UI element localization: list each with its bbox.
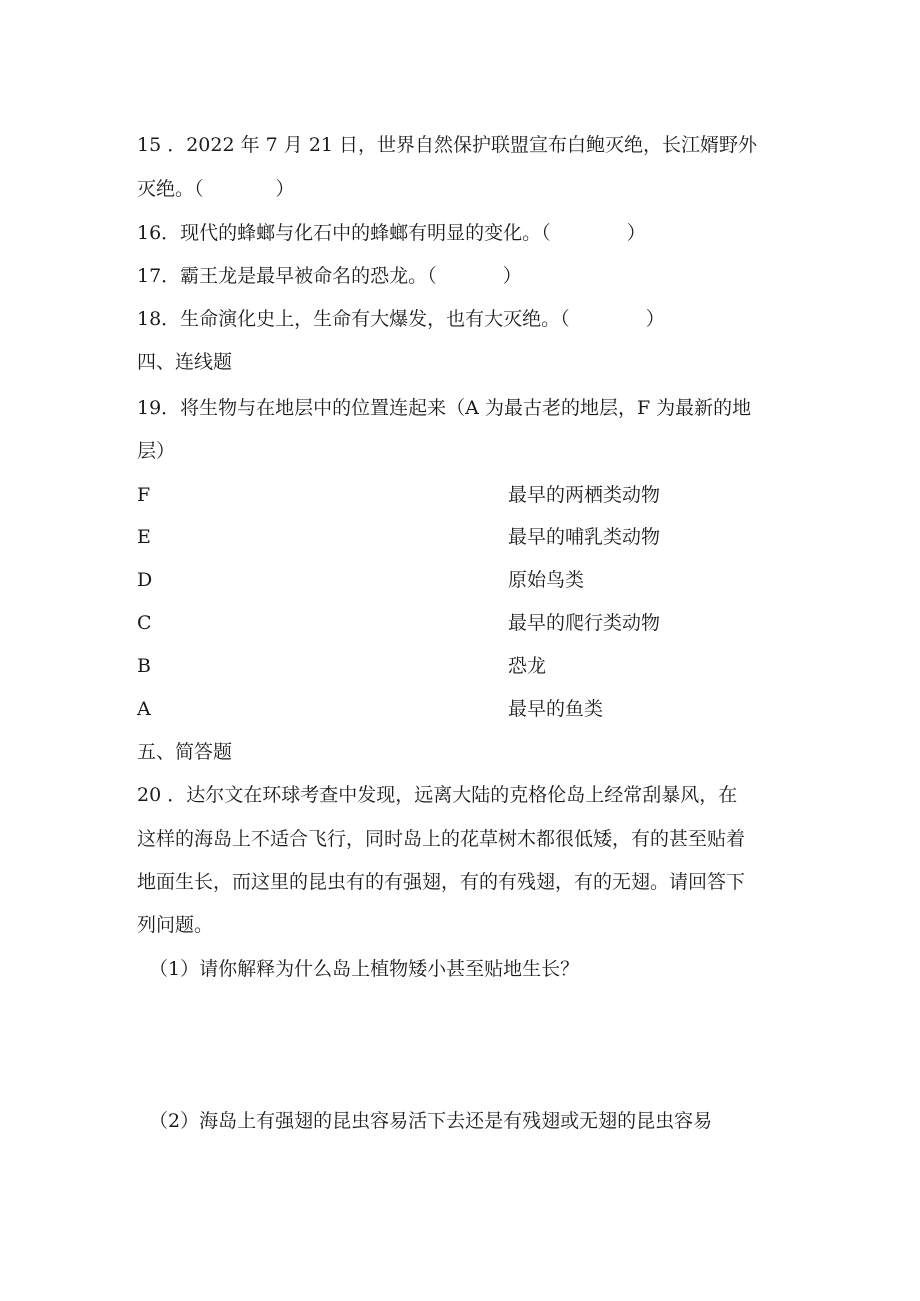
organism-label-5[interactable]: 恐龙: [508, 655, 547, 677]
organism-label-6[interactable]: 最早的鱼类: [508, 698, 604, 720]
organism-label-1[interactable]: 最早的两栖类动物: [508, 484, 661, 506]
stratum-label-a[interactable]: A: [137, 698, 151, 720]
q16-line: [137, 220, 646, 246]
q15-line1: 15 ．2022 年 7 月 21 日，世界自然保护联盟宣布白鲍灭绝，长江婿野外: [137, 134, 758, 156]
stratum-label-e[interactable]: E: [137, 526, 151, 548]
stratum-label-f[interactable]: F: [137, 484, 151, 506]
q20-line2: 这样的海岛上不适合飞行，同时岛上的花草树木都很低矮，有的甚至贴着: [137, 828, 746, 850]
q19-line2: 层）: [137, 440, 176, 462]
q16-text: 16．现代的蜂螂与化石中的蜂螂有明显的变化。（: [137, 222, 551, 244]
q20-sub2: （2）海岛上有强翅的昆虫容易活下去还是有残翅或无翅的昆虫容易: [149, 1110, 713, 1132]
q19-line1: 19．将生物与在地层中的位置连起来（A 为最古老的地层，F 为最新的地: [137, 397, 752, 419]
q15-paren-close: ）: [275, 178, 295, 200]
q17-line: [137, 263, 522, 289]
q18-paren-close: ）: [645, 308, 665, 330]
q17-paren-close: ）: [502, 265, 522, 287]
q15-line2: [137, 176, 295, 202]
q18-line: [137, 306, 665, 332]
section4-title: 四、连线题: [137, 351, 233, 373]
section5-title: 五、简答题: [137, 741, 233, 763]
organism-label-3[interactable]: 原始鸟类: [508, 569, 585, 591]
stratum-label-d[interactable]: D: [137, 569, 153, 591]
q20-line3: 地面生长，而这里的昆虫有的有强翅，有的有残翅，有的无翅。请回答下: [137, 871, 746, 893]
q20-line4: 列问题。: [137, 914, 214, 936]
q18-text: 18．生命演化史上，生命有大爆发，也有大灭绝。（: [137, 308, 570, 330]
stratum-label-c[interactable]: C: [137, 612, 152, 634]
stratum-label-b[interactable]: B: [137, 655, 151, 677]
q16-paren-close: ）: [626, 222, 646, 244]
q20-line1: 20 ．达尔文在环球考查中发现，远离大陆的克格伦岛上经常刮暴风，在: [137, 784, 738, 806]
q20-sub1: （1）请你解释为什么岛上植物矮小甚至贴地生长？: [149, 958, 580, 980]
q15-line2-text: 灭绝。（: [137, 178, 204, 200]
q17-text: 17．霸王龙是最早被命名的恐龙。（: [137, 265, 437, 287]
organism-label-4[interactable]: 最早的爬行类动物: [508, 612, 661, 634]
organism-label-2[interactable]: 最早的哺乳类动物: [508, 526, 661, 548]
